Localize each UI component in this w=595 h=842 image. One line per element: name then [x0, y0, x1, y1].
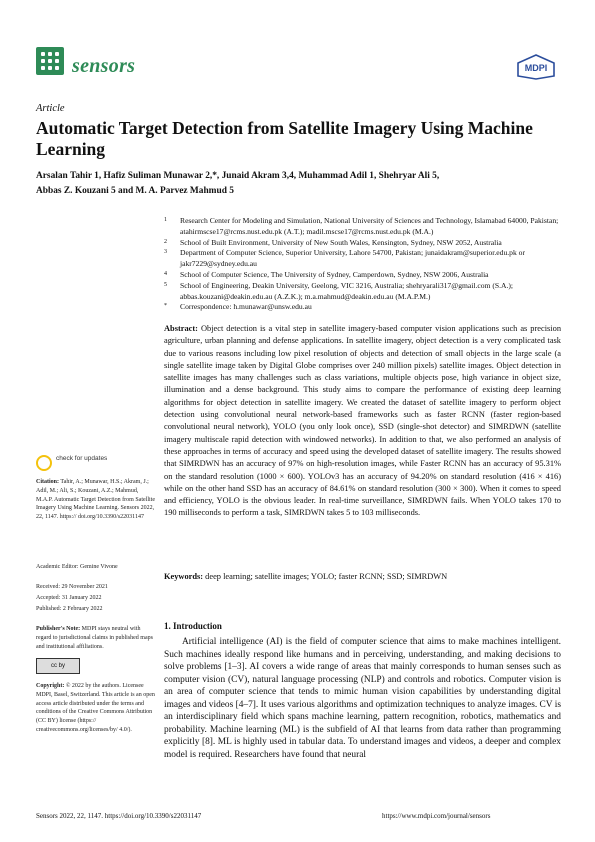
keywords-text: deep learning; satellite images; YOLO; faster RCNN; SSD; SIMRDWN	[205, 572, 448, 581]
abstract	[164, 323, 561, 520]
received-date: Received: 29 November 2021	[36, 584, 108, 590]
affiliation-item: 4 School of Computer Science, The University of Sydney, Camperdown, Sydney, NSW 2006, Australia	[164, 269, 489, 279]
abstract-label: Abstract:	[164, 324, 198, 333]
check-updates-label: check for updates	[56, 455, 108, 462]
mdpi-logo-icon[interactable]	[516, 54, 556, 80]
body-paragraph	[164, 636, 561, 761]
cc-license-badge[interactable]	[36, 658, 80, 674]
affiliation-item: 3 Department of Computer Science, Superior University, Lahore 54700, Pakistan; junaidakram@superior.edu.pk or jakr7229@sydney.edu.au	[164, 248, 525, 269]
mdpi-logo-text: MDPI	[524, 63, 548, 73]
intro-text: Artificial intelligence (AI) is the field of computer science that aims to make machines intelligent. Such machines ideally respond like humans and in perceiving, understanding, and making decisions to solve problems [1–3]. AI covers a wide range of areas that mainly corresponds to human senses such as computer vision (CV), natural language processing (NLP) and controls and robotics. Computer vision is an area of computer science that tends to mimic human vision capabilities by understanding digital images and videos [4–7]. It uses various algorithms and optimization techniques to analyze images. CV is an interdisciplinary field which spans machine learning, pattern recognition, robotics, mathematics and probability. Machine learning (ML) is the subfield of AI that learns from data rather than programming explicitly [8]. ML is highly used in tabular data. To understand images and videos, a deeper and complex model is required. Researchers have found that neural	[164, 637, 561, 760]
check-for-updates-button[interactable]	[36, 455, 146, 475]
article-type: Article	[36, 103, 65, 114]
journal-name[interactable]: sensors	[72, 55, 136, 77]
keywords-label: Keywords:	[164, 572, 204, 581]
cc-by-icon: cc by	[50, 663, 65, 669]
footer-citation[interactable]: Sensors 2022, 22, 1147. https://doi.org/10.3390/s22031147	[36, 812, 202, 820]
affiliation-item: * Correspondence: h.munawar@unsw.edu.au	[164, 302, 312, 312]
section-heading: 1. Introduction	[164, 621, 222, 631]
accepted-date: Accepted: 31 January 2022	[36, 595, 102, 601]
affiliation-item: 1 Research Center for Modeling and Simulation, National University of Sciences and Technology, Islamabad 64000, Pakistan; atahirmscse17@rcms.nust.edu.pk (A.T.); madil.mscse17@rcms.nust.edu.pk (M.A.)	[164, 216, 559, 236]
academic-editor: Academic Editor: Gemine Vivone	[36, 564, 118, 570]
publisher-note: Publisher's Note: MDPI stays neutral with regard to jurisdictional claims in published maps and institutional affiliations.	[36, 626, 153, 650]
paper-title: Automatic Target Detection from Satellite Imagery Using Machine Learning	[36, 118, 533, 159]
check-updates-icon	[36, 455, 52, 471]
affiliation-item: 2 School of Built Environment, University of New South Wales, Kensington, Sydney, NSW 2052, Australia	[164, 237, 502, 247]
copyright-block: Copyright: © 2022 by the authors. Licensee MDPI, Basel, Switzerland. This article is an open access article distributed under the terms and conditions of the Creative Commons Attribution (CC BY) license (https:// creativecommons.org/licenses/by/ 4.0/).	[36, 683, 155, 733]
abstract-text: Object detection is a vital step in satellite imagery-based computer vision applications such as precision agriculture, urban planning and defense applications. In satellite imagery, object detection is a very complicated task due to various reasons including low pixel resolution of objects and detection of small objects in the large scale (a single satellite image taken by Digital Globe comprises over 240 million pixels) satellite images. Object detection in satellite images has many challenges such as class variations, multiple objects pose, high variance in object size, illumination and a dense background. This study aims to compare the performance of existing deep learning algorithms for object detection in satellite imagery. We created the dataset of satellite imagery to perform object detection using convolutional neural network-based frameworks such as faster RCNN (faster region-based convolutional neural network), YOLO (you only look once), SSD (single-shot detector) and SIMRDWN (satellite imagery multiscale rapid detection with windowed networks). In addition to that, we also performed an analysis of these approaches in terms of accuracy and speed using the developed dataset of satellite imagery. The results showed that SIMRDWN has an accuracy of 97% on high-resolution images, while Faster RCNN has an accuracy of 95.31% on the standard resolution (1000 × 600). YOLOv3 has an accuracy of 94.20% on standard resolution (416 × 416) while on the other hand SSD has an accuracy of 84.61% on standard resolution (300 × 300). When it comes to speed and efficiency, YOLO is the obvious leader. In real-time surveillance, SIMRDWN fails. When YOLO takes 170 to 190 milliseconds to perform a task, SIMRDWN takes 5 to 103 milliseconds.	[164, 324, 562, 518]
author-line-1[interactable]: Arsalan Tahir 1, Hafiz Suliman Munawar 2,*, Junaid Akram 3,4, Muhammad Adil 1, Shehryar Ali 5,	[36, 171, 440, 181]
citation-block	[36, 478, 156, 522]
citation-label: Citation:	[36, 479, 59, 485]
affiliations	[164, 216, 564, 313]
keywords	[164, 571, 561, 583]
published-date: Published: 2 February 2022	[36, 606, 103, 612]
affiliation-item: 5 School of Engineering, Deakin University, Geelong, VIC 3216, Australia; shehryarali317@gmail.com (S.A.); abbas.kouzani@deakin.edu.au (A.Z.K.); m.a.mahmud@deakin.edu.au (M.A.P.M.)	[164, 280, 514, 301]
footer-journal-link[interactable]: https://www.mdpi.com/journal/sensors	[382, 812, 491, 820]
journal-logo-icon	[36, 47, 64, 75]
author-line-2[interactable]: Abbas Z. Kouzani 5 and M. A. Parvez Mahmud 5	[36, 186, 234, 196]
author-list	[36, 169, 566, 199]
citation-text[interactable]: Tahir, A.; Munawar, H.S.; Akram, J.; Adil, M.; Ali, S.; Kouzani, A.Z.; Mahmud, M.A.P. Automatic Target Detection from Satellite Imagery Using Machine Learning. Sensors 2022, 22, 1147. https:// doi.org/10.3390/s22031147	[36, 479, 156, 521]
